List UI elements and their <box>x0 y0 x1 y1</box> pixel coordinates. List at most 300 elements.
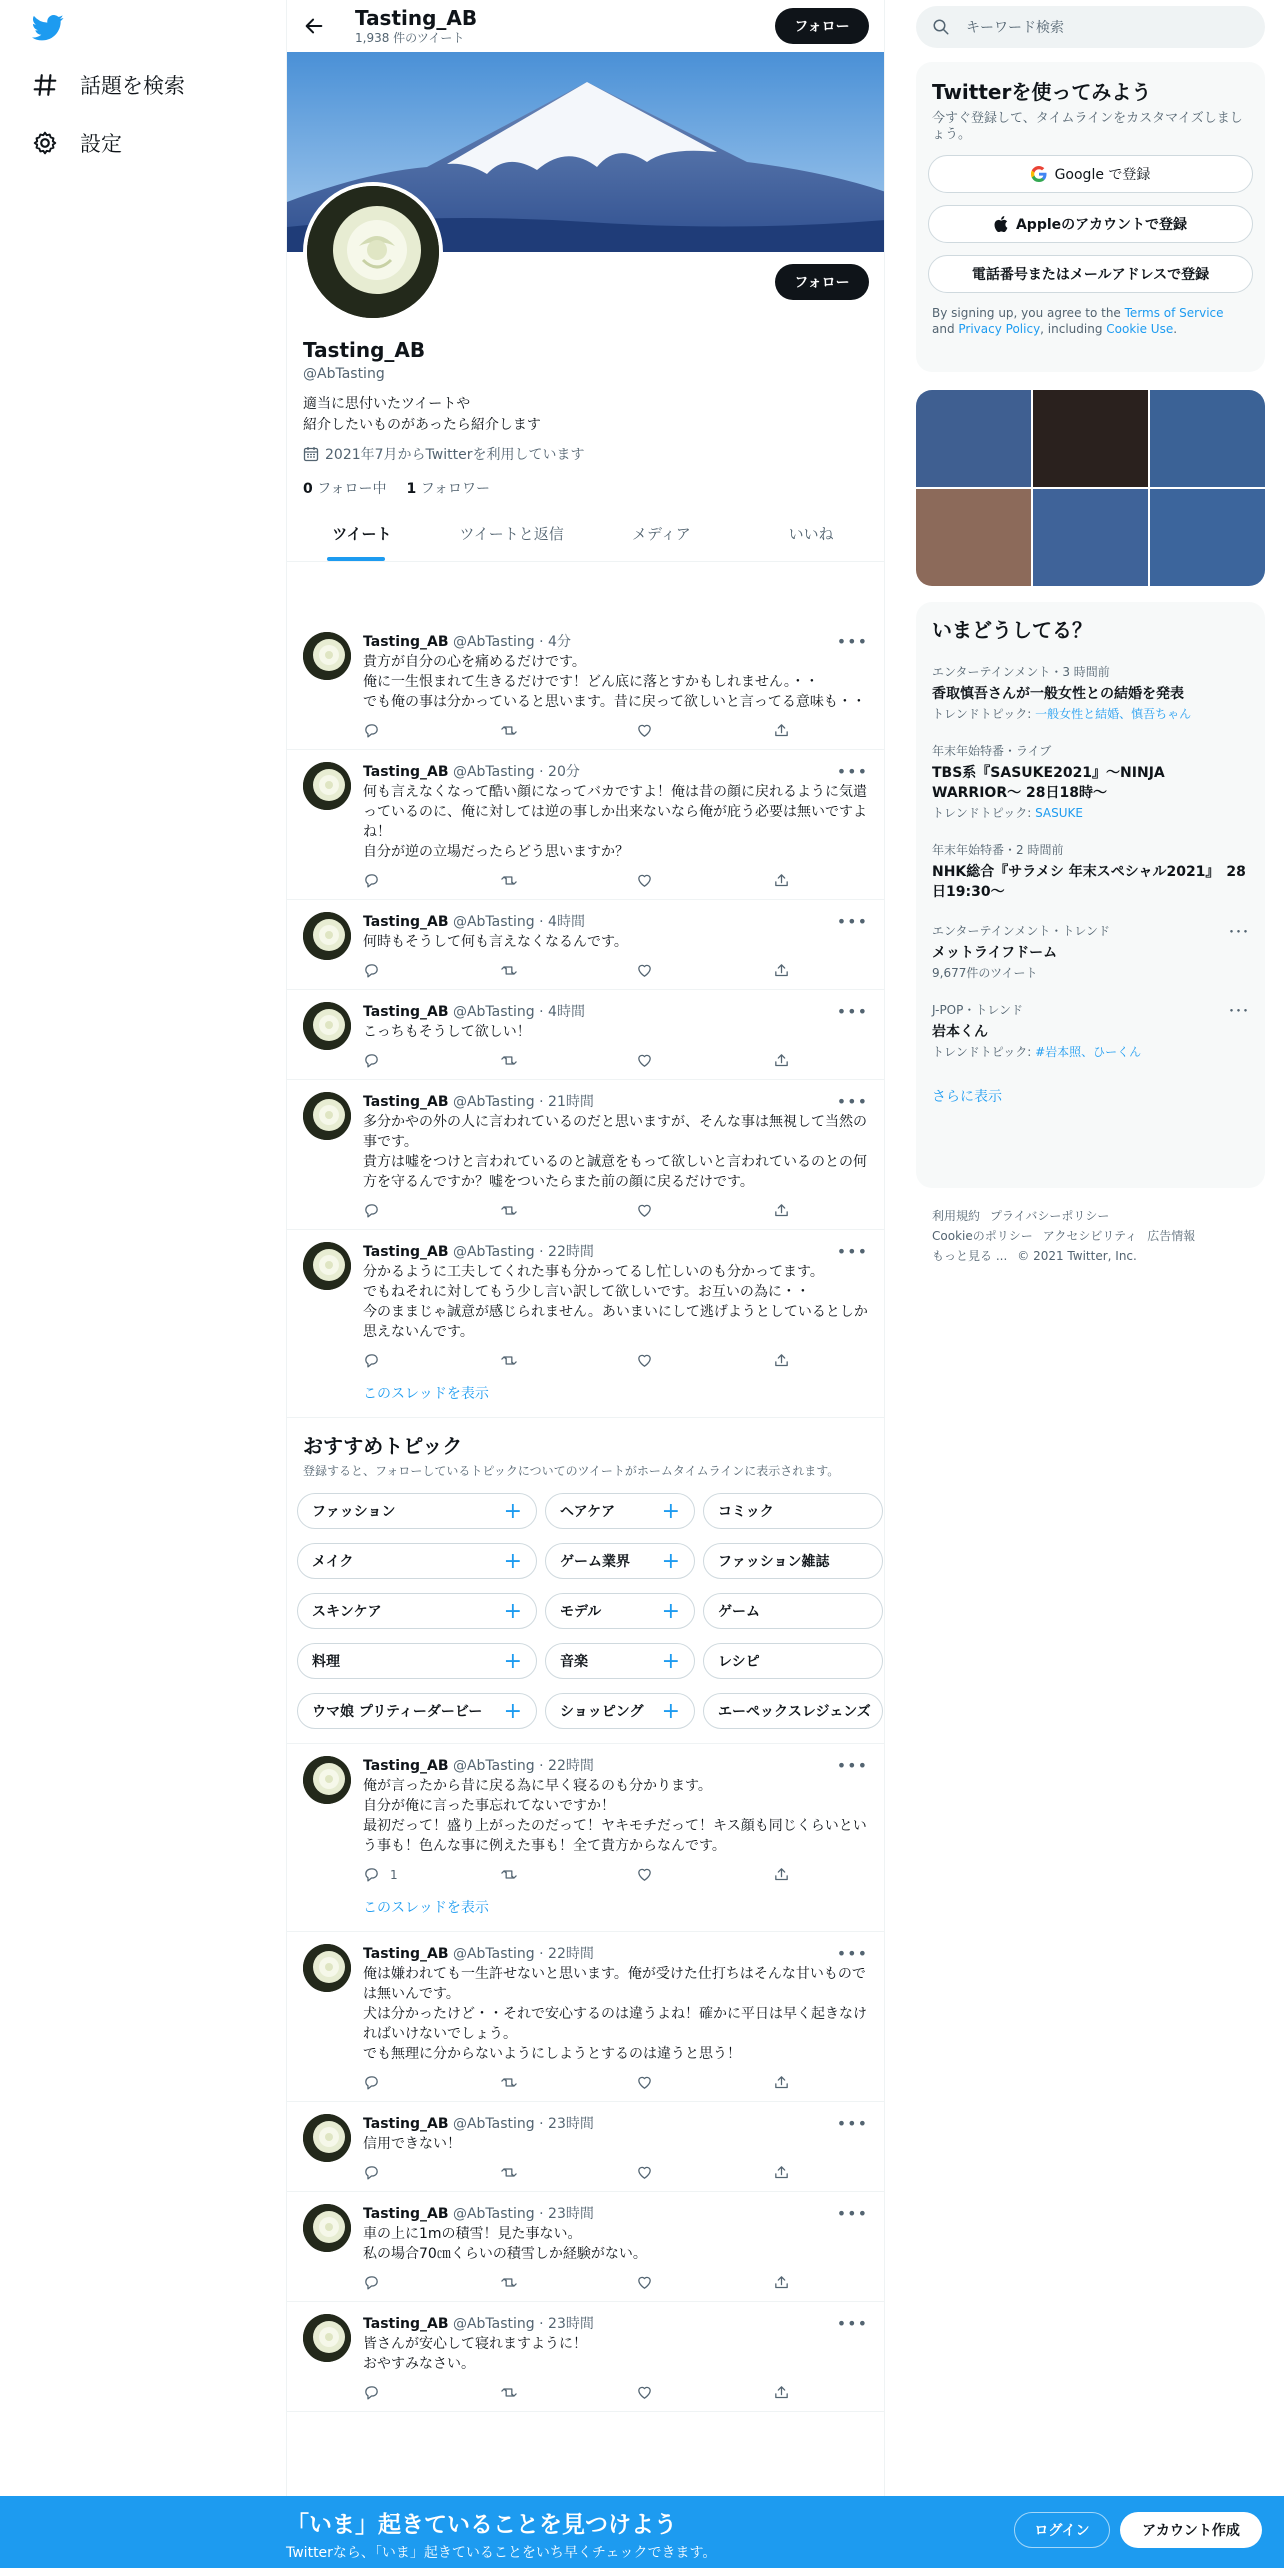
main-column <box>286 0 885 2568</box>
trend-topic-link[interactable]: 一般女性と結婚、慎吾ちゃん <box>1035 707 1192 721</box>
reply-button[interactable] <box>363 1352 453 1369</box>
following-count: 0 <box>303 481 313 497</box>
tweet-separator: · <box>534 1004 549 1020</box>
tweet-text: こっちもそうして欲しい！ <box>363 1024 531 1040</box>
tweet-author-name[interactable]: Tasting_AB <box>363 1244 449 1260</box>
tweet-avatar[interactable] <box>303 762 351 810</box>
topic-chip[interactable] <box>297 1543 537 1579</box>
retweet-button[interactable] <box>500 2384 590 2401</box>
media-thumbnail[interactable] <box>1150 390 1265 487</box>
hashtag-icon <box>32 72 58 98</box>
more-options-icon[interactable]: ••• <box>836 632 868 651</box>
tweet-author-name[interactable]: Tasting_AB <box>363 1946 449 1962</box>
more-options-icon[interactable]: ••• <box>836 1944 868 1963</box>
footer-link[interactable]: 広告情報 <box>1147 1229 1196 1243</box>
tweet-avatar[interactable] <box>303 1242 351 1290</box>
back-arrow-icon[interactable] <box>303 15 325 37</box>
trend-item[interactable] <box>932 663 1249 722</box>
tweet-avatar[interactable] <box>303 1944 351 1992</box>
share-icon <box>773 962 790 979</box>
tweet-author-handle: @AbTasting <box>452 764 535 780</box>
header-tweet-count: 1,938 件のツイート <box>355 30 465 45</box>
tweet-timestamp[interactable]: 4時間 <box>548 1004 585 1020</box>
tweet-actions <box>363 2274 793 2291</box>
like-icon <box>636 1052 653 1069</box>
trend-context: エンターテインメント・3 時間前 <box>932 665 1110 679</box>
retweet-button[interactable] <box>500 2274 590 2291</box>
trend-subtitle <box>932 1044 1249 1060</box>
like-button[interactable] <box>636 2164 726 2181</box>
media-thumbnail[interactable] <box>1033 489 1148 586</box>
reply-button[interactable] <box>363 2274 453 2291</box>
tweet-header <box>363 1944 868 1964</box>
twitter-logo-icon[interactable] <box>32 14 64 42</box>
trend-item[interactable] <box>932 742 1249 821</box>
tweet-actions <box>363 872 793 889</box>
topic-chip[interactable] <box>545 1543 695 1579</box>
tab-likes[interactable]: いいね <box>788 525 834 543</box>
topic-chips <box>303 1493 871 1729</box>
tweet-text: 何時もそうして何も言えなくなるんです。 <box>363 934 628 950</box>
terms-text: and <box>932 322 959 336</box>
tweet-avatar[interactable] <box>303 2204 351 2252</box>
topic-chip-row <box>297 1543 868 1579</box>
retweet-icon <box>500 1352 518 1369</box>
profile-tabs <box>287 506 885 562</box>
more-options-icon[interactable]: ••• <box>836 2204 868 2223</box>
signup-terms <box>932 305 1249 337</box>
header-name: Tasting_AB <box>355 5 478 30</box>
reply-count: 1 <box>390 1867 398 1882</box>
topic-chip-label: レシピ <box>718 1654 760 1670</box>
tweet[interactable] <box>287 2102 884 2192</box>
topic-chip[interactable] <box>545 1593 695 1629</box>
tweet-author-name[interactable]: Tasting_AB <box>363 1094 449 1110</box>
tweet-author-handle: @AbTasting <box>452 1758 535 1774</box>
share-button[interactable] <box>773 872 793 889</box>
tweet-separator: · <box>534 2316 549 2332</box>
tweet[interactable] <box>287 750 884 900</box>
like-button[interactable] <box>636 1202 726 1219</box>
share-icon <box>773 2274 790 2291</box>
terms-text: By signing up, you agree to the <box>932 306 1125 320</box>
apple-signup-label: Appleのアカウントで登録 <box>1015 217 1188 233</box>
more-options-icon[interactable]: ••• <box>836 762 868 781</box>
share-button[interactable] <box>773 2384 793 2401</box>
topic-chip[interactable] <box>297 1493 537 1529</box>
tweet-author-handle: @AbTasting <box>452 1004 535 1020</box>
tweet-header <box>363 1002 868 1022</box>
profile-name: Tasting_AB <box>303 338 426 362</box>
footer-link[interactable]: Cookieのポリシー <box>932 1229 1033 1243</box>
tweet-header <box>363 912 868 932</box>
profile-header-bar <box>287 0 884 52</box>
tweet[interactable] <box>287 620 884 750</box>
tweet-separator: · <box>534 2206 549 2222</box>
media-thumbnail[interactable] <box>916 489 1031 586</box>
reply-button[interactable] <box>363 2074 453 2091</box>
show-thread-link[interactable]: このスレッドを表示 <box>287 1893 884 1932</box>
tweet-text: 車の上に1mの積雪！見た事ない。 私の場合70㎝くらいの積雪しか経験がない。 <box>363 2226 647 2262</box>
plus-icon: + <box>661 1598 680 1624</box>
show-thread-link[interactable]: このスレッドを表示 <box>287 1379 884 1418</box>
topic-chip-label: スキンケア <box>312 1604 382 1620</box>
media-thumbnail[interactable] <box>1033 390 1148 487</box>
share-button[interactable] <box>773 2164 793 2181</box>
tweet-separator: · <box>534 634 549 650</box>
topic-chip-row <box>297 1643 868 1679</box>
media-grid <box>916 390 1265 586</box>
tweet-feed <box>287 620 884 1418</box>
retweet-icon <box>500 2164 518 2181</box>
tweet-separator: · <box>534 914 549 930</box>
trend-title: 香取慎吾さんが一般女性との結婚を発表 <box>932 686 1184 702</box>
more-options-icon[interactable]: ••• <box>836 912 868 931</box>
tweet-author-name[interactable]: Tasting_AB <box>363 634 449 650</box>
like-button[interactable] <box>636 1052 726 1069</box>
share-button[interactable] <box>773 2074 793 2091</box>
plus-icon: + <box>503 1698 522 1724</box>
tweet[interactable] <box>287 1932 884 2102</box>
trend-item[interactable] <box>932 841 1249 902</box>
trend-context: J-POP・トレンド <box>932 1003 1024 1017</box>
more-options-icon[interactable]: ••• <box>836 1092 868 1111</box>
nav-explore-label: 話題を検索 <box>80 74 185 98</box>
topic-chip[interactable] <box>297 1593 537 1629</box>
phone-email-signup-button[interactable]: 電話番号またはメールアドレスで登録 <box>928 255 1253 293</box>
trends-title: いまどうしてる？ <box>932 618 1092 642</box>
tweet[interactable] <box>287 1080 884 1230</box>
topic-chip-label: 料理 <box>312 1654 340 1670</box>
retweet-button[interactable] <box>500 1202 590 1219</box>
profile-follow-button[interactable]: フォロー <box>775 264 869 300</box>
google-icon <box>1031 166 1047 182</box>
tweet-author-name[interactable]: Tasting_AB <box>363 1758 449 1774</box>
joined-text: 2021年7月からTwitterを利用しています <box>325 447 585 463</box>
tweet-author-handle: @AbTasting <box>452 1946 535 1962</box>
like-button[interactable] <box>636 1866 726 1883</box>
tweet-actions <box>363 722 793 739</box>
tweet-separator: · <box>534 1946 549 1962</box>
topic-chip-label: モデル <box>560 1604 602 1620</box>
share-button[interactable] <box>773 1202 793 1219</box>
tweet-avatar[interactable] <box>303 2114 351 2162</box>
header-follow-button[interactable]: フォロー <box>775 8 869 44</box>
share-button[interactable] <box>773 1352 793 1369</box>
tweet-author-name[interactable]: Tasting_AB <box>363 914 449 930</box>
like-button[interactable] <box>636 1352 726 1369</box>
tweet-actions <box>363 1866 793 1883</box>
tweet-author-name[interactable]: Tasting_AB <box>363 2116 449 2132</box>
topic-chip[interactable] <box>703 1693 883 1729</box>
tab-tweets-replies[interactable]: ツイートと返信 <box>459 525 564 543</box>
tweet-author-name[interactable]: Tasting_AB <box>363 2206 449 2222</box>
topic-chip[interactable] <box>297 1693 537 1729</box>
tweet-text: 貴方が自分の心を痛めるだけです。 俺に一生恨まれて生きるだけです！どん底に落とすかもしれません。・・ でも俺の事は分かっていると思います。昔に戻って欲しいと言ってる意味も・・ <box>363 654 866 710</box>
topic-chip-label: エーペックスレジェンズ <box>718 1704 871 1720</box>
retweet-button[interactable] <box>500 722 590 739</box>
tweet-author-handle: @AbTasting <box>452 1094 535 1110</box>
tweet-actions <box>363 1352 793 1369</box>
more-options-icon[interactable]: ••• <box>836 2314 868 2333</box>
trend-topic-label: トレンドトピック: <box>932 707 1036 721</box>
tweet-avatar[interactable] <box>303 2314 351 2362</box>
copyright: © 2021 Twitter, Inc. <box>1017 1249 1137 1263</box>
more-options-icon[interactable]: ••• <box>836 1242 868 1261</box>
bottom-signup-bar <box>0 2496 1284 2568</box>
more-options-icon[interactable]: ••• <box>836 2114 868 2133</box>
like-button[interactable] <box>636 872 726 889</box>
share-icon <box>773 2164 790 2181</box>
plus-icon: + <box>661 1648 680 1674</box>
share-button[interactable] <box>773 2274 793 2291</box>
search-input[interactable]: キーワード検索 <box>966 20 1064 36</box>
retweet-icon <box>500 1052 518 1069</box>
reply-button[interactable] <box>363 2384 453 2401</box>
retweet-button[interactable] <box>500 962 590 979</box>
like-icon <box>636 2384 653 2401</box>
reply-icon <box>363 1052 380 1069</box>
tweet-author-name[interactable]: Tasting_AB <box>363 2316 449 2332</box>
like-button[interactable] <box>636 722 726 739</box>
tweet-text: 分かるように工夫してくれた事も分かってるし忙しいのも分かってます。 でもねそれに対してもう少し言い訳して欲しいです。お互いの為に・・ 今のままじゃ誠意が感じられません。あいまいにして逃げようとしているとしか思えないんです。 <box>363 1264 868 1340</box>
topics-title: おすすめトピック <box>303 1434 463 1458</box>
tweet-avatar[interactable] <box>303 1002 351 1050</box>
topic-chip[interactable] <box>545 1693 695 1729</box>
google-signup-button[interactable] <box>928 155 1253 193</box>
like-icon <box>636 1352 653 1369</box>
like-icon <box>636 1866 653 1883</box>
like-icon <box>636 1202 653 1219</box>
bottombar-title: 「いま」起きていることを見つけよう <box>286 2512 677 2538</box>
tweet-text: 信用できない！ <box>363 2136 461 2152</box>
like-icon <box>636 872 653 889</box>
retweet-button[interactable] <box>500 2074 590 2091</box>
trend-topic-link[interactable]: SASUKE <box>1035 806 1083 820</box>
apple-signup-button[interactable] <box>928 205 1253 243</box>
right-sidebar <box>916 0 1265 1266</box>
topic-chip-label: 音楽 <box>560 1654 588 1670</box>
google-signup-label: Google で登録 <box>1054 167 1151 183</box>
like-button[interactable] <box>636 2274 726 2291</box>
retweet-icon <box>500 2274 518 2291</box>
footer-link[interactable]: プライバシーポリシー <box>990 1209 1110 1223</box>
topic-chip[interactable] <box>545 1493 695 1529</box>
profile-info <box>287 252 884 620</box>
topic-chip-label: ショッピング <box>560 1704 644 1720</box>
tweet-avatar[interactable] <box>303 632 351 680</box>
tweet-actions <box>363 1202 793 1219</box>
tab-media[interactable]: メディア <box>631 525 691 543</box>
tweet-separator: · <box>534 1244 549 1260</box>
more-options-icon[interactable]: ••• <box>836 1756 868 1775</box>
create-account-button[interactable]: アカウント作成 <box>1120 2512 1262 2548</box>
reply-button[interactable] <box>363 1202 453 1219</box>
retweet-button[interactable] <box>500 1052 590 1069</box>
terms-text: , including <box>1040 322 1107 336</box>
topic-chip[interactable] <box>703 1593 883 1629</box>
tab-tweets[interactable]: ツイート <box>287 506 437 561</box>
tweet-avatar[interactable] <box>303 912 351 960</box>
topic-chip[interactable] <box>297 1643 537 1679</box>
tweet-timestamp[interactable]: 4分 <box>548 634 571 650</box>
retweet-button[interactable] <box>500 1352 590 1369</box>
reply-button[interactable] <box>363 1052 453 1069</box>
login-button[interactable]: ログイン <box>1014 2512 1110 2548</box>
topic-chip[interactable] <box>703 1543 883 1579</box>
retweet-icon <box>500 1202 518 1219</box>
plus-icon: + <box>503 1498 522 1524</box>
apple-icon <box>994 216 1008 232</box>
plus-icon: + <box>503 1648 522 1674</box>
tweet-timestamp[interactable]: 22時間 <box>548 1758 594 1774</box>
media-thumbnail[interactable] <box>916 390 1031 487</box>
like-icon <box>636 2074 653 2091</box>
topic-chip[interactable] <box>545 1643 695 1679</box>
like-icon <box>636 962 653 979</box>
share-button[interactable] <box>773 962 793 979</box>
tweet-header <box>363 1092 868 1112</box>
tweet-actions <box>363 2164 793 2181</box>
share-button[interactable] <box>773 1866 793 1883</box>
more-options-icon[interactable]: ••• <box>836 1002 868 1021</box>
terms-of-service-link[interactable]: Terms of Service <box>1124 306 1224 320</box>
trend-topic-label: トレンドトピック: <box>932 806 1036 820</box>
follow-stats <box>303 478 490 498</box>
tweet-header <box>363 2314 868 2334</box>
topic-chip-row <box>297 1493 868 1529</box>
like-button[interactable] <box>636 2384 726 2401</box>
topic-chip-label: ウマ娘 プリティーダービー <box>312 1704 483 1720</box>
topic-chip[interactable] <box>703 1493 883 1529</box>
nav-explore[interactable] <box>32 70 185 100</box>
topic-chip[interactable] <box>703 1643 883 1679</box>
like-icon <box>636 2164 653 2181</box>
tweet-header <box>363 2114 868 2134</box>
tweet-author-handle: @AbTasting <box>452 634 535 650</box>
reply-icon <box>363 2274 380 2291</box>
more-options-icon[interactable]: ･･･ <box>1228 1004 1249 1020</box>
profile-joined <box>303 444 584 464</box>
tweet-timestamp[interactable]: 22時間 <box>548 1946 594 1962</box>
trends-card <box>916 602 1265 1188</box>
footer-links <box>916 1206 1265 1266</box>
tweet-timestamp[interactable]: 23時間 <box>548 2116 594 2132</box>
footer-more-link[interactable]: もっと見る ... <box>932 1249 1008 1263</box>
tweet[interactable] <box>287 1230 884 1379</box>
share-icon <box>773 1352 790 1369</box>
tweet-timestamp[interactable]: 23時間 <box>548 2206 594 2222</box>
tweet-timestamp[interactable]: 22時間 <box>548 1244 594 1260</box>
tweet-avatar[interactable] <box>303 1756 351 1804</box>
tweet-timestamp[interactable]: 20分 <box>548 764 580 780</box>
topic-chip-label: ファッション雑誌 <box>718 1554 830 1570</box>
trends-show-more-link[interactable]: さらに表示 <box>932 1089 1002 1105</box>
trend-title: メットライフドーム <box>932 945 1058 961</box>
profile-handle: @AbTasting <box>303 366 385 382</box>
tweet-text: 皆さんが安心して寝れますように！ おやすみなさい。 <box>363 2336 587 2372</box>
tweet-timestamp[interactable]: 4時間 <box>548 914 585 930</box>
footer-link[interactable]: 利用規約 <box>932 1209 981 1223</box>
trend-item[interactable] <box>932 1001 1249 1060</box>
tweet[interactable] <box>287 2192 884 2302</box>
retweet-icon <box>500 2074 518 2091</box>
reply-icon <box>363 1202 380 1219</box>
like-button[interactable] <box>636 962 726 979</box>
tweet-header <box>363 1756 868 1776</box>
retweet-button[interactable] <box>500 1866 590 1883</box>
tweet-timestamp[interactable]: 21時間 <box>548 1094 594 1110</box>
share-icon <box>773 1052 790 1069</box>
privacy-policy-link[interactable]: Privacy Policy <box>958 322 1041 336</box>
media-thumbnail[interactable] <box>1150 489 1265 586</box>
more-options-icon[interactable]: ･･･ <box>1228 925 1249 941</box>
trend-topic-link[interactable]: #岩本照、ひーくん <box>1035 1045 1142 1059</box>
trend-item[interactable] <box>932 922 1249 981</box>
trend-title: TBS系『SASUKE2021』〜NINJA WARRIOR〜 28日18時〜 <box>932 765 1165 801</box>
reply-button[interactable] <box>363 2164 453 2181</box>
tweet-author-handle: @AbTasting <box>452 1244 535 1260</box>
tweet-avatar[interactable] <box>303 1092 351 1140</box>
reply-button[interactable] <box>363 872 453 889</box>
retweet-icon <box>500 722 518 739</box>
following-label: フォロー中 <box>317 481 387 497</box>
retweet-icon <box>500 872 518 889</box>
tweet[interactable] <box>287 1744 884 1893</box>
retweet-button[interactable] <box>500 2164 590 2181</box>
nav-settings[interactable] <box>32 128 122 158</box>
tweet-author-name[interactable]: Tasting_AB <box>363 764 449 780</box>
tweet-actions <box>363 1052 793 1069</box>
tweet[interactable] <box>287 990 884 1080</box>
like-button[interactable] <box>636 2074 726 2091</box>
tweet-text: 何も言えなくなって酷い顔になってバカですよ！俺は昔の顔に戻れるように気遣っているのに、俺に対しては逆の事しか出来ないなら俺が庇う必要は無いですよね！ 自分が逆の立場だったらどう思いますか？ <box>363 784 867 860</box>
tweet-author-name[interactable]: Tasting_AB <box>363 1004 449 1020</box>
plus-icon: + <box>661 1548 680 1574</box>
reply-button[interactable] <box>363 1866 453 1883</box>
reply-button[interactable] <box>363 722 453 739</box>
tweet[interactable] <box>287 2302 884 2412</box>
followers-link[interactable] <box>407 478 491 498</box>
tweet-text: 俺が言ったから昔に戻る為に早く寝るのも分かります。 自分が俺に言った事忘れてないですか！ 最初だって！盛り上がったのだって！ヤキモチだって！キス顔も同じくらいという事も！色んな事に例えた事も！全て貴方からなんです。 <box>363 1778 867 1854</box>
tweet-author-handle: @AbTasting <box>452 2206 535 2222</box>
share-icon <box>773 1866 790 1883</box>
following-link[interactable] <box>303 478 387 498</box>
profile-bio <box>303 394 541 436</box>
share-icon <box>773 2074 790 2091</box>
share-button[interactable] <box>773 1052 793 1069</box>
profile-avatar[interactable] <box>303 182 443 322</box>
tweet[interactable] <box>287 900 884 990</box>
search-bar[interactable] <box>916 6 1265 48</box>
reply-icon <box>363 2074 380 2091</box>
gear-icon <box>32 130 58 156</box>
cookie-use-link[interactable]: Cookie Use <box>1106 322 1174 336</box>
tweet-timestamp[interactable]: 23時間 <box>548 2316 594 2332</box>
followers-count: 1 <box>406 481 417 497</box>
share-button[interactable] <box>773 722 793 739</box>
tweet-header <box>363 1242 868 1262</box>
topic-chip-label: ゲーム業界 <box>560 1554 630 1570</box>
reply-icon <box>363 1352 380 1369</box>
retweet-button[interactable] <box>500 872 590 889</box>
bio-line: 紹介したいものがあったら紹介します <box>303 417 541 433</box>
footer-link[interactable]: アクセシビリティ <box>1042 1229 1138 1243</box>
tweet-actions <box>363 2384 793 2401</box>
topics-section <box>287 1418 884 1744</box>
reply-button[interactable] <box>363 962 453 979</box>
like-icon <box>636 2274 653 2291</box>
